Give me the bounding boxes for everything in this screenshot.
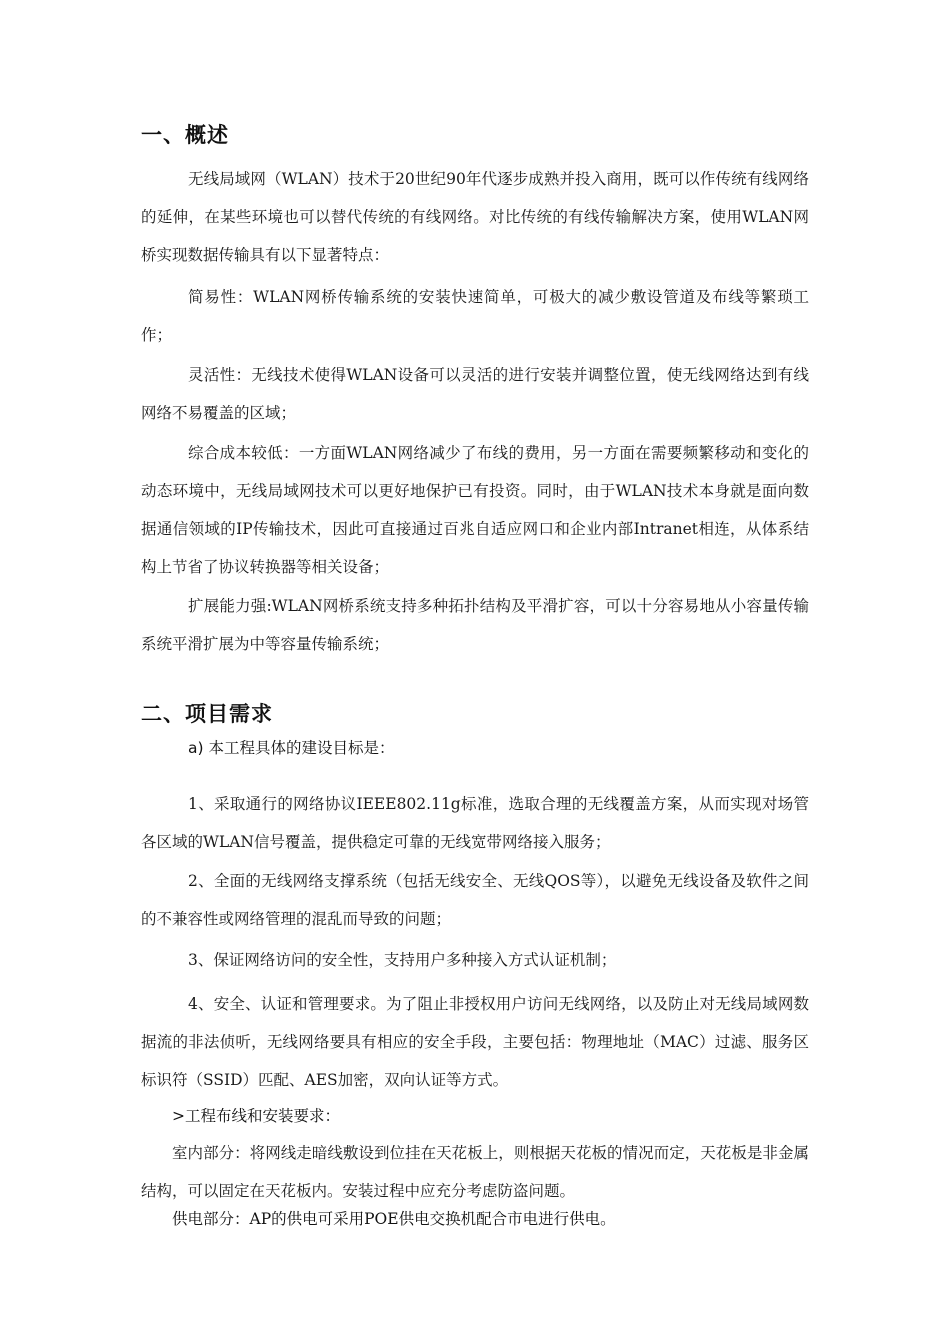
- paragraph-flexibility: 灵活性：无线技术使得WLAN设备可以灵活的进行安装并调整位置，使无线网络达到有线网络不易覆盖的区域；: [141, 366, 809, 422]
- section-heading-requirements: 二、项目需求: [141, 702, 273, 726]
- requirement-item-4: 4、安全、认证和管理要求。为了阻止非授权用户访问无线网络，以及防止对无线局域网数据流的非法侦听，无线网络要具有相应的安全手段，主要包括：物理地址（MAC）过滤、服务区标识符（SSID）匹配、AES加密，双向认证等方式。: [141, 995, 809, 1089]
- section-heading-overview: 一、概述: [141, 123, 229, 147]
- requirement-item-2: 2、全面的无线网络支撑系统（包括无线安全、无线QOS等），以避免无线设备及软件之间的不兼容性或网络管理的混乱而导致的问题；: [141, 872, 809, 928]
- paragraph-intro: 无线局域网（WLAN）技术于20世纪90年代逐步成熟并投入商用，既可以作传统有线网络的延伸，在某些环境也可以替代传统的有线网络。对比传统的有线传输解决方案，使用WLAN网桥实现数据传输具有以下显著特点：: [141, 170, 809, 264]
- requirement-item-3: 3、保证网络访问的安全性，支持用户多种接入方式认证机制；: [188, 951, 617, 969]
- paragraph-cost: 综合成本较低：一方面WLAN网络减少了布线的费用，另一方面在需要频繁移动和变化的动态环境中，无线局域网技术可以更好地保护已有投资。同时，由于WLAN技术本身就是面向数据通信领域的IP传输技术，因此可直接通过百兆自适应网口和企业内部Intranet相连，从体系结构上节省了协议转换器等相关设备；: [141, 444, 809, 576]
- paragraph-simplicity: 简易性：WLAN网桥传输系统的安装快速简单，可极大的减少敷设管道及布线等繁琐工作；: [141, 288, 809, 344]
- paragraph-scalability: 扩展能力强:WLAN网桥系统支持多种拓扑结构及平滑扩容，可以十分容易地从小容量传输系统平滑扩展为中等容量传输系统；: [141, 597, 809, 653]
- requirement-item-1: 1、采取通行的网络协议IEEE802.11g标准，选取合理的无线覆盖方案，从而实现对场管各区域的WLAN信号覆盖，提供稳定可靠的无线宽带网络接入服务；: [141, 795, 809, 851]
- subheading-installation: >工程布线和安装要求：: [172, 1107, 340, 1125]
- subheading-goals: a) 本工程具体的建设目标是：: [188, 739, 395, 757]
- paragraph-indoor: 室内部分：将网线走暗线敷设到位挂在天花板上，则根据天花板的情况而定，天花板是非金属结构，可以固定在天花板内。安装过程中应充分考虑防盗问题。: [141, 1144, 809, 1200]
- paragraph-power: 供电部分：AP的供电可采用POE供电交换机配合市电进行供电。: [172, 1210, 616, 1228]
